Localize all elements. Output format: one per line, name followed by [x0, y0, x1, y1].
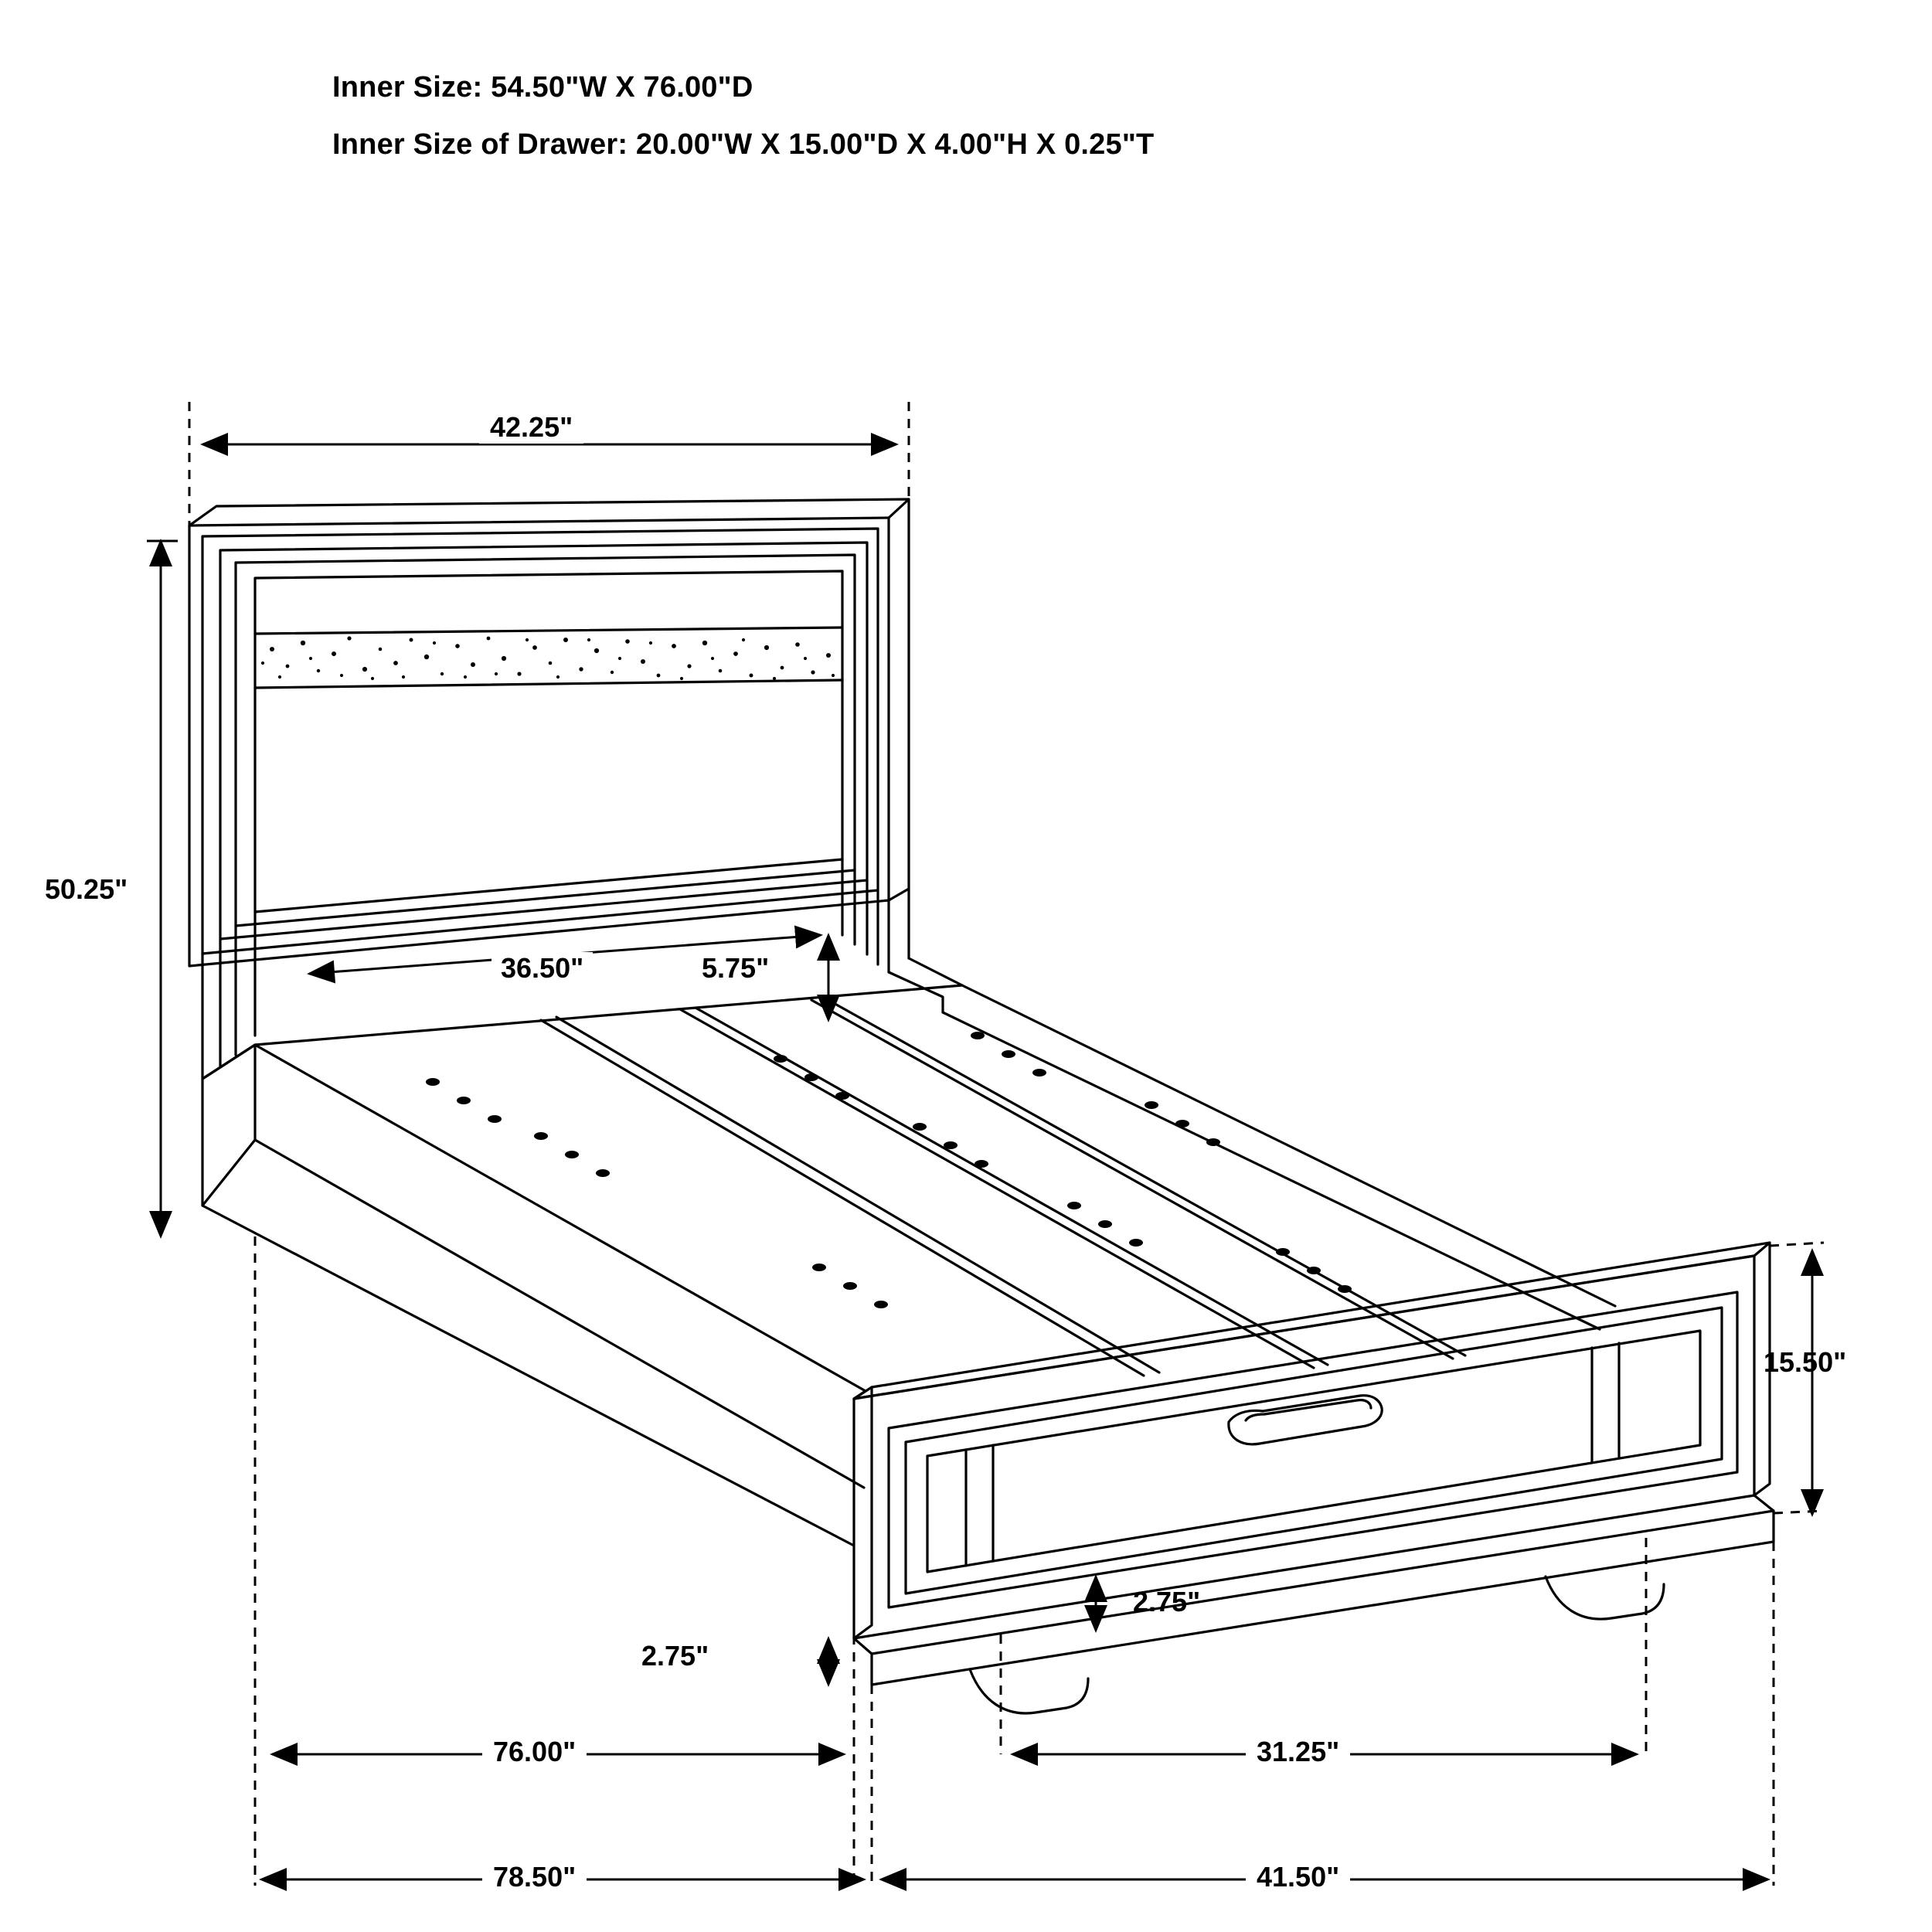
- dimension-left-foot-clearance: 2.75": [641, 1640, 709, 1672]
- dimension-headboard-rail-height: 5.75": [696, 952, 775, 985]
- dimension-headboard-width: 42.25": [479, 411, 583, 444]
- inner-size-line: Inner Size: 54.50"W X 76.00"D: [332, 71, 753, 104]
- dimension-inner-length: 76.00": [482, 1736, 587, 1768]
- dimension-overall-height: 50.25": [45, 873, 128, 905]
- dimension-right-foot-clearance: 2.75": [1133, 1586, 1201, 1617]
- dimension-footboard-inner-width: 31.25": [1246, 1736, 1350, 1768]
- dimension-footboard-height: 15.50": [1764, 1346, 1847, 1378]
- dimension-overall-length: 78.50": [482, 1861, 587, 1893]
- dimension-overall-width: 41.50": [1246, 1861, 1350, 1893]
- inner-size-drawer-line: Inner Size of Drawer: 20.00"W X 15.00"D X 4.00"H X 0.25"T: [332, 128, 1155, 161]
- dimension-headboard-panel-width: 36.50": [492, 952, 593, 985]
